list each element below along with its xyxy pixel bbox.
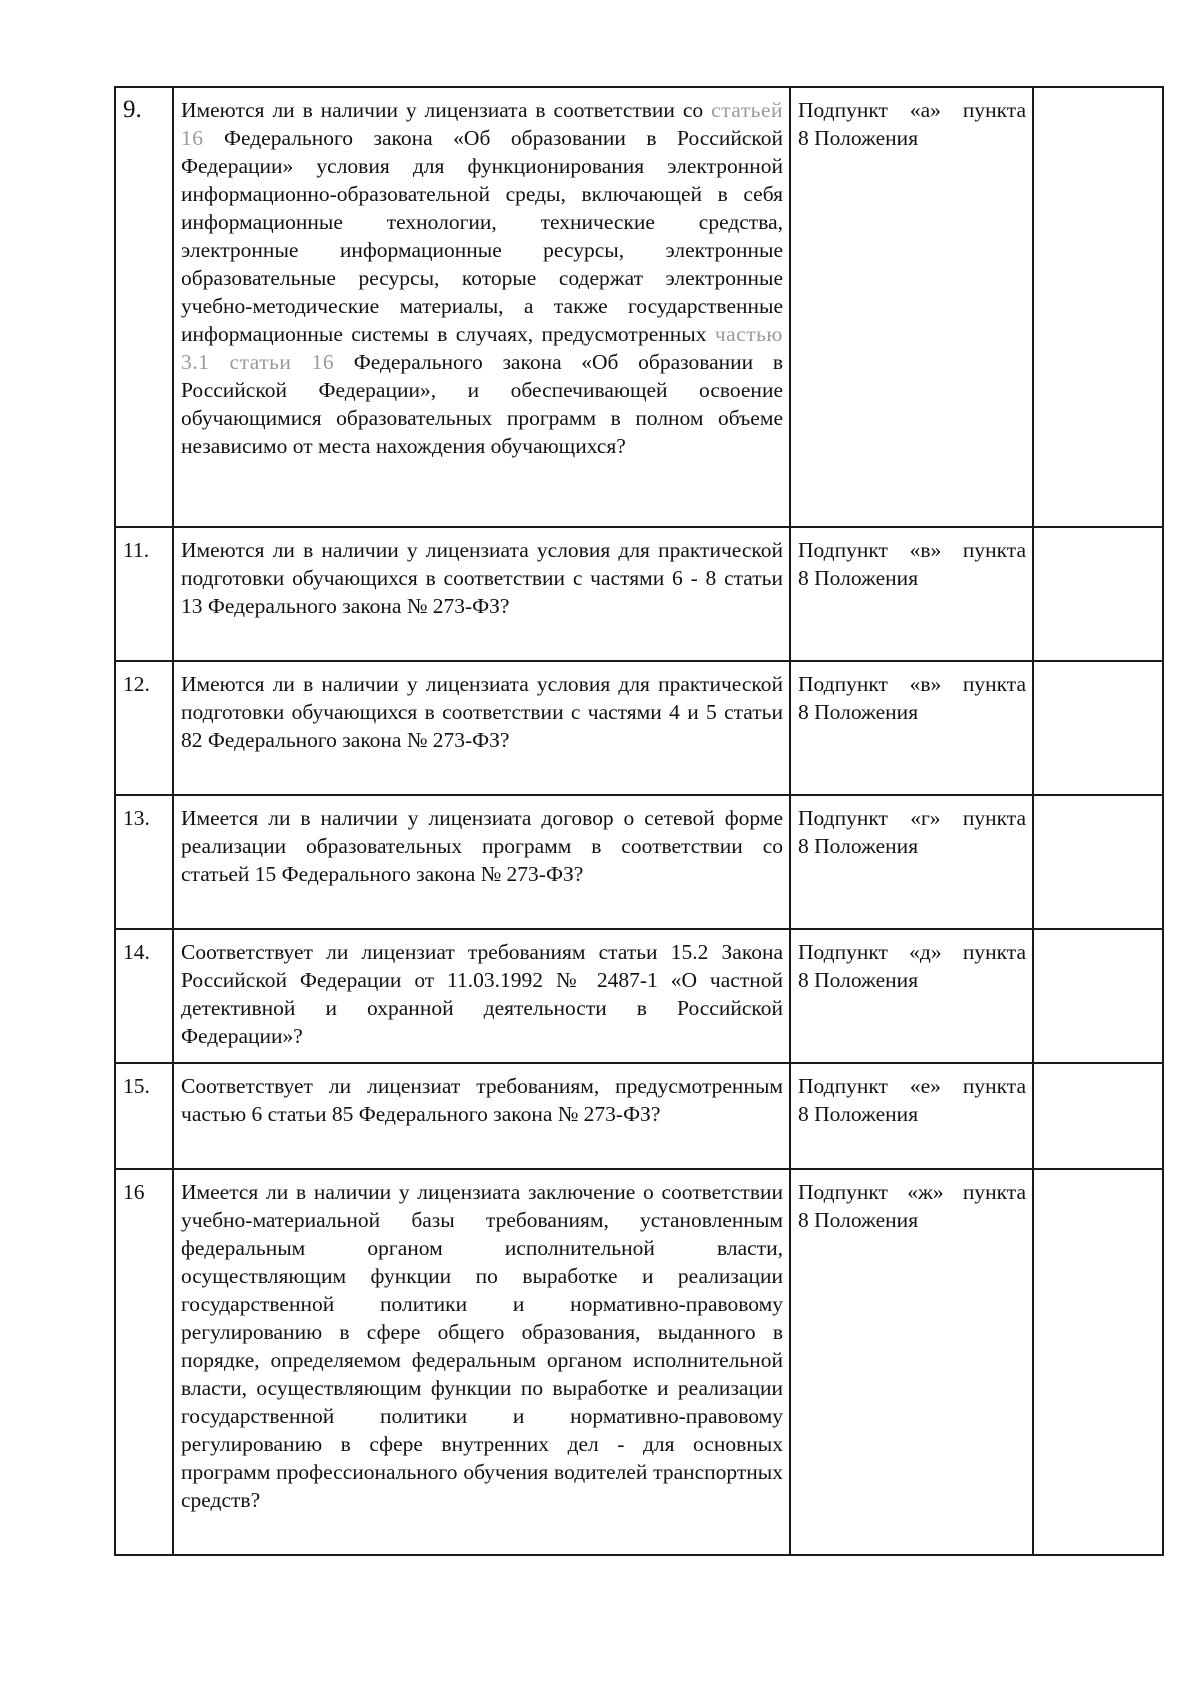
row-number: 15. — [115, 1063, 173, 1169]
question-text-part: Имеются ли в наличии у лицензиата в соответствии со — [181, 98, 712, 122]
answer-cell[interactable] — [1033, 1169, 1163, 1555]
row-number: 14. — [115, 929, 173, 1063]
regulation-reference — [790, 527, 1033, 661]
row-number: 16 — [115, 1169, 173, 1555]
question-text: Соответствует ли лицензиат требованиям статьи 15.2 Закона Российской Федерации от 11.03.1992 № 2487-1 «О частной детективной и охранной деятельности в Российской Федерации»? — [173, 929, 790, 1063]
regulation-reference-line2: 8 Положения — [798, 566, 919, 590]
regulation-reference — [790, 87, 1033, 527]
regulation-reference — [790, 661, 1033, 795]
row-number: 12. — [115, 661, 173, 795]
regulation-reference-line1: Подпункт «д» пункта — [798, 940, 1026, 964]
answer-cell[interactable] — [1033, 527, 1163, 661]
row-number: 13. — [115, 795, 173, 929]
row-number: 11. — [115, 527, 173, 661]
table-row — [115, 795, 1163, 929]
question-text: Имеется ли в наличии у лицензиата договор о сетевой форме реализации образовательных программ в соответствии со статьей 15 Федерального закона № 273-ФЗ? — [173, 795, 790, 929]
answer-cell[interactable] — [1033, 661, 1163, 795]
regulation-reference-line2: 8 Положения — [798, 700, 919, 724]
regulation-reference-line1: Подпункт «г» пункта — [798, 806, 1026, 830]
regulation-reference — [790, 1169, 1033, 1555]
question-text — [173, 87, 790, 527]
regulation-reference-line1: Подпункт «ж» пункта — [798, 1180, 1026, 1204]
regulation-reference-line1: Подпункт «а» пункта — [798, 98, 1026, 122]
answer-cell[interactable] — [1033, 87, 1163, 527]
checklist-table — [114, 86, 1164, 1556]
question-text-part: Федерального закона «Об образовании в Российской Федерации», и обеспечивающей освоение обучающимися образовательных программ в полном объеме независимо от места нахождения обучающихся? — [181, 350, 783, 458]
regulation-reference-line1: Подпункт «в» пункта — [798, 538, 1026, 562]
table-row — [115, 527, 1163, 661]
regulation-reference-line2: 8 Положения — [798, 834, 919, 858]
question-text: Имеются ли в наличии у лицензиата условия для практической подготовки обучающихся в соответствии с частями 6 - 8 статьи 13 Федерального закона № 273-ФЗ? — [173, 527, 790, 661]
question-text: Имеется ли в наличии у лицензиата заключение о соответствии учебно-материальной базы требованиям, установленным федеральным органом исполнительной власти, осуществляющим функции по выработке и реализации государственной политики и нормативно-правовому регулированию в сфере общего образования, выданного в порядке, определяемом федеральным органом исполнительной власти, осуществляющим функции по выработке и реализации государственной политики и нормативно-правовому регулированию в сфере внутренних дел - для основных программ профессионального обучения водителей транспортных средств? — [173, 1169, 790, 1555]
regulation-reference-line2: 8 Положения — [798, 126, 919, 150]
question-text-part: Федерального закона «Об образовании в Российской Федерации» условия для функционирования электронной информационно-образовательной среды, включающей в себя информационные технологии, технические средства, электронные информационные ресурсы, электронные образовательные ресурсы, которые содержат электронные учебно-методические материалы, а также государственные информационные системы в случаях, предусмотренных — [181, 126, 783, 346]
question-text: Соответствует ли лицензиат требованиям, предусмотренным частью 6 статьи 85 Федерального закона № 273-ФЗ? — [173, 1063, 790, 1169]
table-row — [115, 87, 1163, 527]
regulation-reference — [790, 1063, 1033, 1169]
table-row — [115, 1169, 1163, 1555]
answer-cell[interactable] — [1033, 795, 1163, 929]
regulation-reference-line2: 8 Положения — [798, 1208, 919, 1232]
regulation-reference-line1: Подпункт «е» пункта — [798, 1074, 1026, 1098]
regulation-reference-line2: 8 Положения — [798, 968, 919, 992]
answer-cell[interactable] — [1033, 929, 1163, 1063]
question-text: Имеются ли в наличии у лицензиата условия для практической подготовки обучающихся в соответствии с частями 4 и 5 статьи 82 Федерального закона № 273-ФЗ? — [173, 661, 790, 795]
regulation-reference — [790, 929, 1033, 1063]
row-number: 9. — [115, 87, 173, 527]
table-row — [115, 1063, 1163, 1169]
article-reference-link: статьей 16 — [181, 98, 783, 150]
regulation-reference-line1: Подпункт «в» пункта — [798, 672, 1026, 696]
table-row — [115, 929, 1163, 1063]
table-row — [115, 661, 1163, 795]
regulation-reference-line2: 8 Положения — [798, 1102, 919, 1126]
regulation-reference — [790, 795, 1033, 929]
article-reference-link: частью 3.1 статьи 16 — [181, 322, 783, 374]
answer-cell[interactable] — [1033, 1063, 1163, 1169]
